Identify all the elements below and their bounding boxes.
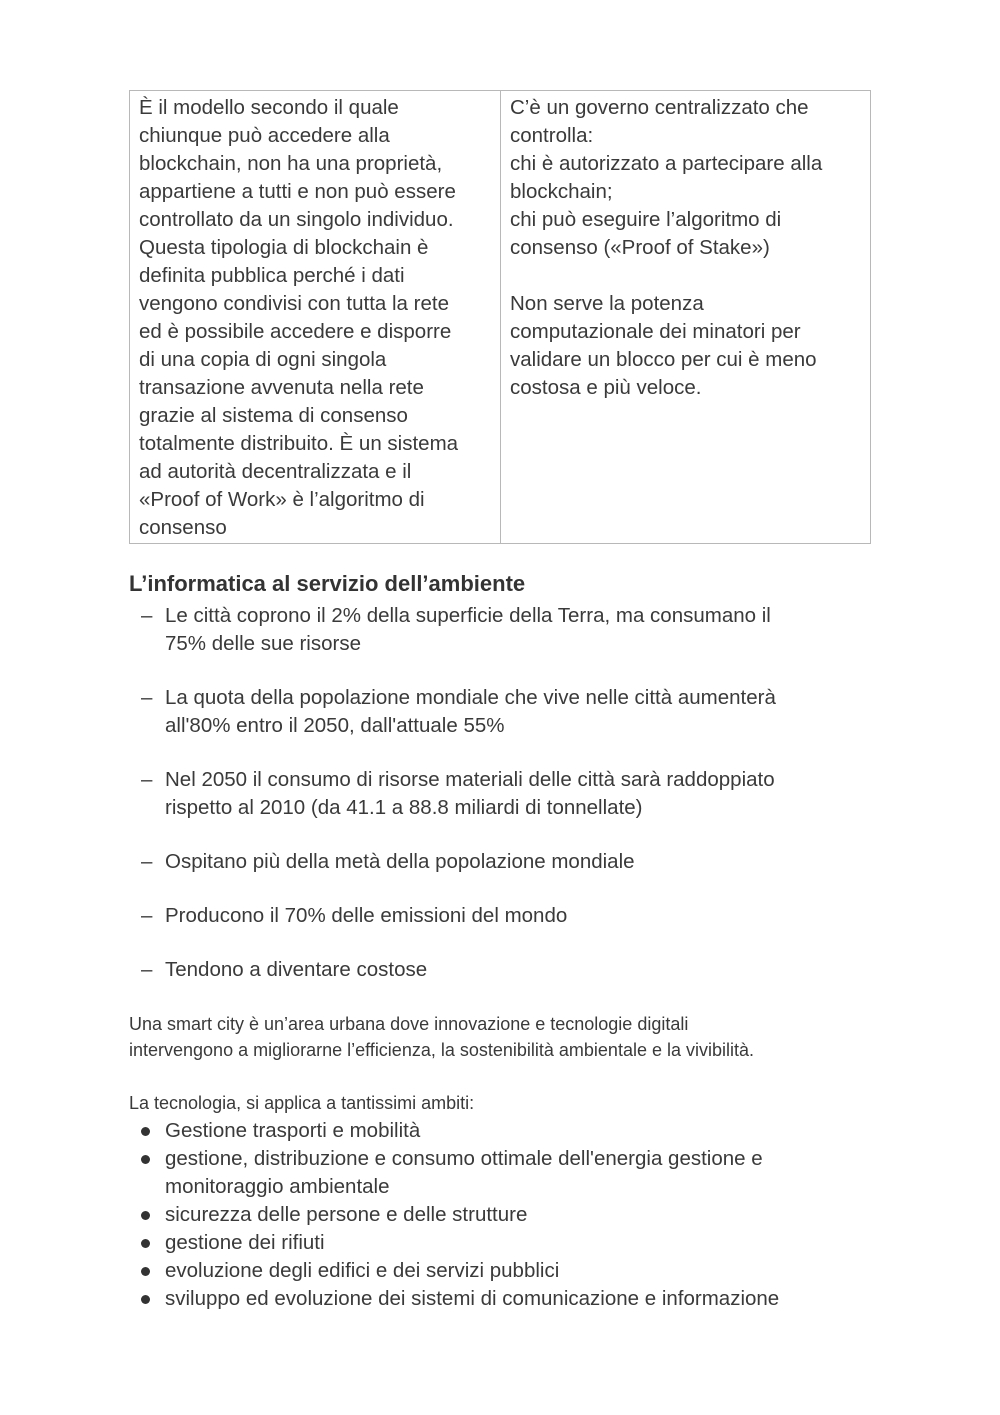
cell-line: di una copia di ogni singola [139,348,387,371]
cell-line: computazionale dei minatori per [510,320,801,343]
list-item-line: Le città coprono il 2% della superficie della Terra, ma consumano il [165,604,771,627]
cell-line: chi è autorizzato a partecipare alla [510,152,823,175]
cell-line: consenso («Proof of Stake») [510,236,770,259]
section-heading: L’informatica al servizio dell’ambiente [129,571,526,596]
cell-line: Questa tipologia di blockchain è [139,236,429,259]
list-item-line: Producono il 70% delle emissioni del mondo [165,904,568,927]
cell-line: ad autorità decentralizzata e il [139,460,412,483]
paragraph-line: Una smart city è un’area urbana dove innovazione e tecnologie digitali [129,1014,689,1034]
cell-line: vengono condivisi con tutta la rete [139,292,449,315]
list-item-line: Ospitano più della metà della popolazione mondiale [165,850,635,873]
dash-marker: – [141,604,153,627]
list-item [129,684,889,740]
bullet-icon [141,1267,150,1276]
list-item-line: monitoraggio ambientale [165,1175,390,1198]
paragraph-line: intervengono a migliorarne l’efficienza, la sostenibilità ambientale e la vivibilità. [129,1040,755,1060]
cell-line: appartiene a tutti e non può essere [139,180,456,203]
cell-line: controllato da un singolo individuo. [139,208,454,231]
cell-line: costosa e più veloce. [510,376,702,399]
list-item [129,848,889,876]
cell-line: controlla: [510,124,594,147]
cell-line: È il modello secondo il quale [139,96,399,119]
dash-marker: – [141,958,153,981]
list-item [129,1117,889,1145]
list-item-line: Tendono a diventare costose [165,958,428,981]
bullet-icon [141,1295,150,1304]
cell-line: blockchain, non ha una proprietà, [139,152,443,175]
cell-line: ed è possibile accedere e disporre [139,320,452,343]
dash-marker: – [141,904,153,927]
cell-line: grazie al sistema di consenso [139,404,408,427]
list-item-line: gestione, distribuzione e consumo ottimale dell'energia gestione e [165,1147,763,1170]
table-cell-private-blockchain [501,91,870,543]
list-item [129,1285,889,1313]
bullet-icon [141,1239,150,1248]
cell-line: validare un blocco per cui è meno [510,348,817,371]
bullet-icon [141,1211,150,1220]
list-item-line: evoluzione degli edifici e dei servizi pubblici [165,1259,560,1282]
technology-intro: La tecnologia, si applica a tantissimi ambiti: [129,1093,475,1113]
bullet-icon [141,1155,150,1164]
cell-line: blockchain; [510,180,613,203]
cell-line: definita pubblica perché i dati [139,264,405,287]
list-item [129,956,889,984]
list-item-line: sviluppo ed evoluzione dei sistemi di comunicazione e informazione [165,1287,780,1310]
cell-line: consenso [139,516,227,539]
list-item-line: gestione dei rifiuti [165,1231,325,1254]
list-item [129,1145,889,1201]
list-item-line: La quota della popolazione mondiale che vive nelle città aumenterà [165,686,776,709]
list-item [129,1229,889,1257]
list-item [129,902,889,930]
cell-line: Non serve la potenza [510,292,704,315]
list-item-line: rispetto al 2010 (da 41.1 a 88.8 miliardi di tonnellate) [165,796,643,819]
list-item-line: all'80% entro il 2050, dall'attuale 55% [165,714,505,737]
cell-line: chi può eseguire l’algoritmo di [510,208,782,231]
list-item-line: Nel 2050 il consumo di risorse materiali delle città sarà raddoppiato [165,768,775,791]
bullet-icon [141,1127,150,1136]
list-item [129,1257,889,1285]
blank-line [510,262,862,290]
list-item [129,602,889,658]
cell-line: «Proof of Work» è l’algoritmo di [139,488,425,511]
list-item-line: Gestione trasporti e mobilità [165,1119,421,1142]
cell-line: chiunque può accedere alla [139,124,390,147]
table-cell-public-blockchain [130,91,501,543]
list-item-line: sicurezza delle persone e delle strutture [165,1203,528,1226]
dash-marker: – [141,768,153,791]
cell-line: totalmente distribuito. È un sistema [139,432,459,455]
dash-marker: – [141,850,153,873]
smart-city-paragraph [129,1011,754,1063]
dash-marker: – [141,686,153,709]
cell-line: C’è un governo centralizzato che [510,96,809,119]
list-item [129,766,889,822]
cell-line: transazione avvenuta nella rete [139,376,424,399]
bullet-list [129,1117,889,1313]
list-item-line: 75% delle sue risorse [165,632,361,655]
dash-list [129,602,889,1010]
comparison-table [129,90,871,544]
list-item [129,1201,889,1229]
